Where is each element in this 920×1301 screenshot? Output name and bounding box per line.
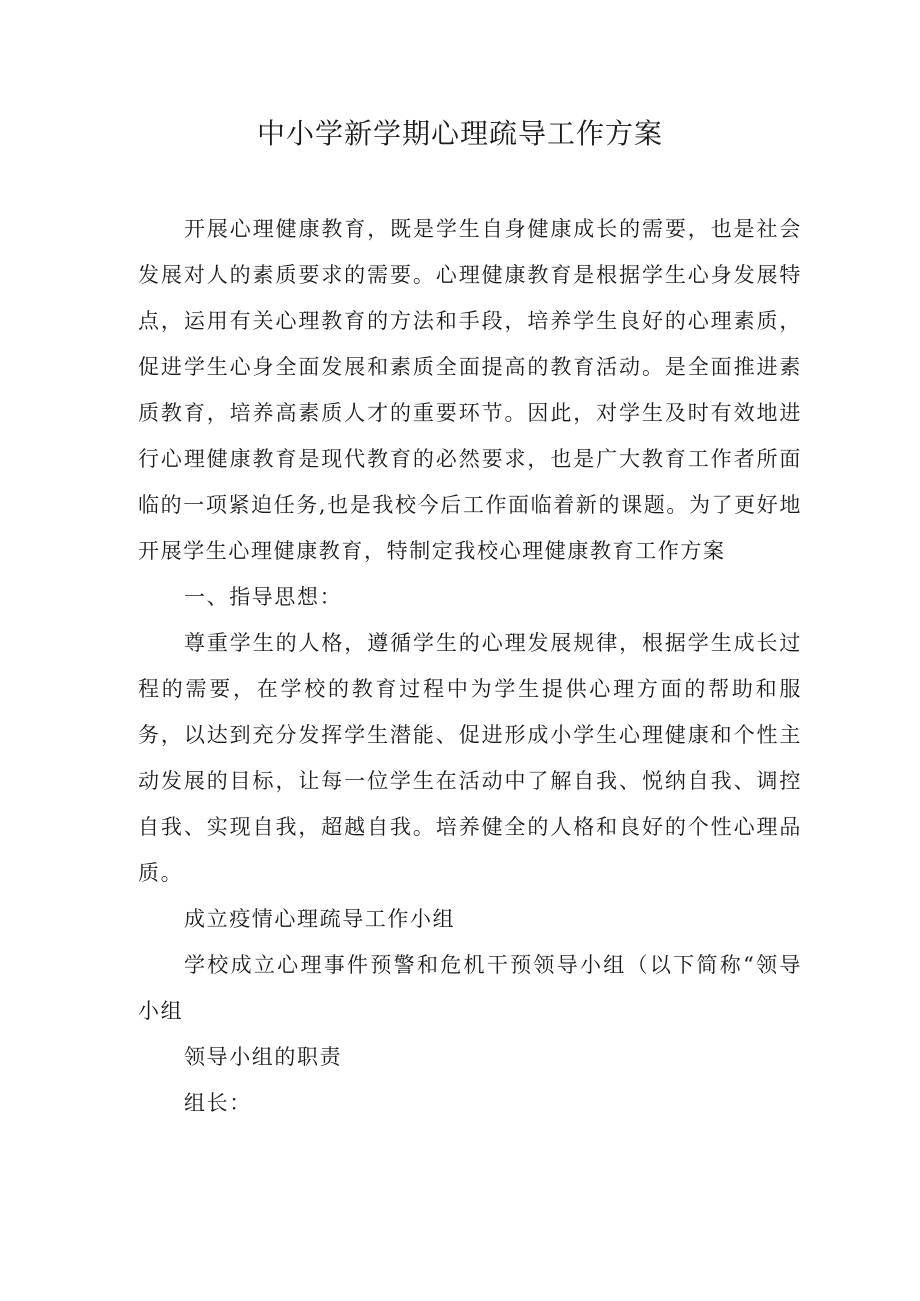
document-body bbox=[138, 206, 802, 1126]
paragraph-intro: 开展心理健康教育，既是学生自身健康成长的需要，也是社会发展对人的素质要求的需要。心理健康教育是根据学生心身发展特点，运用有关心理教育的方法和手段，培养学生良好的心理素质，促进学生心身全面发展和素质全面提高的教育活动。是全面推进素质教育，培养高素质人才的重要环节。因此，对学生及时有效地进行心理健康教育是现代教育的必然要求，也是广大教育工作者所面临的一项紧迫任务,也是我校今后工作面临着新的课题。为了更好地开展学生心理健康教育，特制定我校心理健康教育工作方案 bbox=[138, 217, 802, 563]
section-heading-group-duties: 领导小组的职责 bbox=[184, 1045, 343, 1069]
document-title: 中小学新学期心理疏导工作方案 bbox=[256, 117, 663, 150]
section-heading-guiding-ideology: 一、指导思想： bbox=[184, 585, 343, 609]
section-heading-working-group: 成立疫情心理疏导工作小组 bbox=[184, 907, 456, 931]
paragraph-guiding-ideology: 尊重学生的人格，遵循学生的心理发展规律，根据学生成长过程的需要，在学校的教育过程中为学生提供心理方面的帮助和服务，以达到充分发挥学生潜能、促进形成小学生心理健康和个性主动发展的目标，让每一位学生在活动中了解自我、悦纳自我、调控自我、实现自我，超越自我。培养健全的人格和良好的个性心理品质。 bbox=[138, 631, 802, 885]
group-leader-label: 组长： bbox=[184, 1091, 252, 1115]
paragraph-leadership-group: 学校成立心理事件预警和危机干预领导小组（以下简称“领导小组 bbox=[138, 953, 802, 1023]
